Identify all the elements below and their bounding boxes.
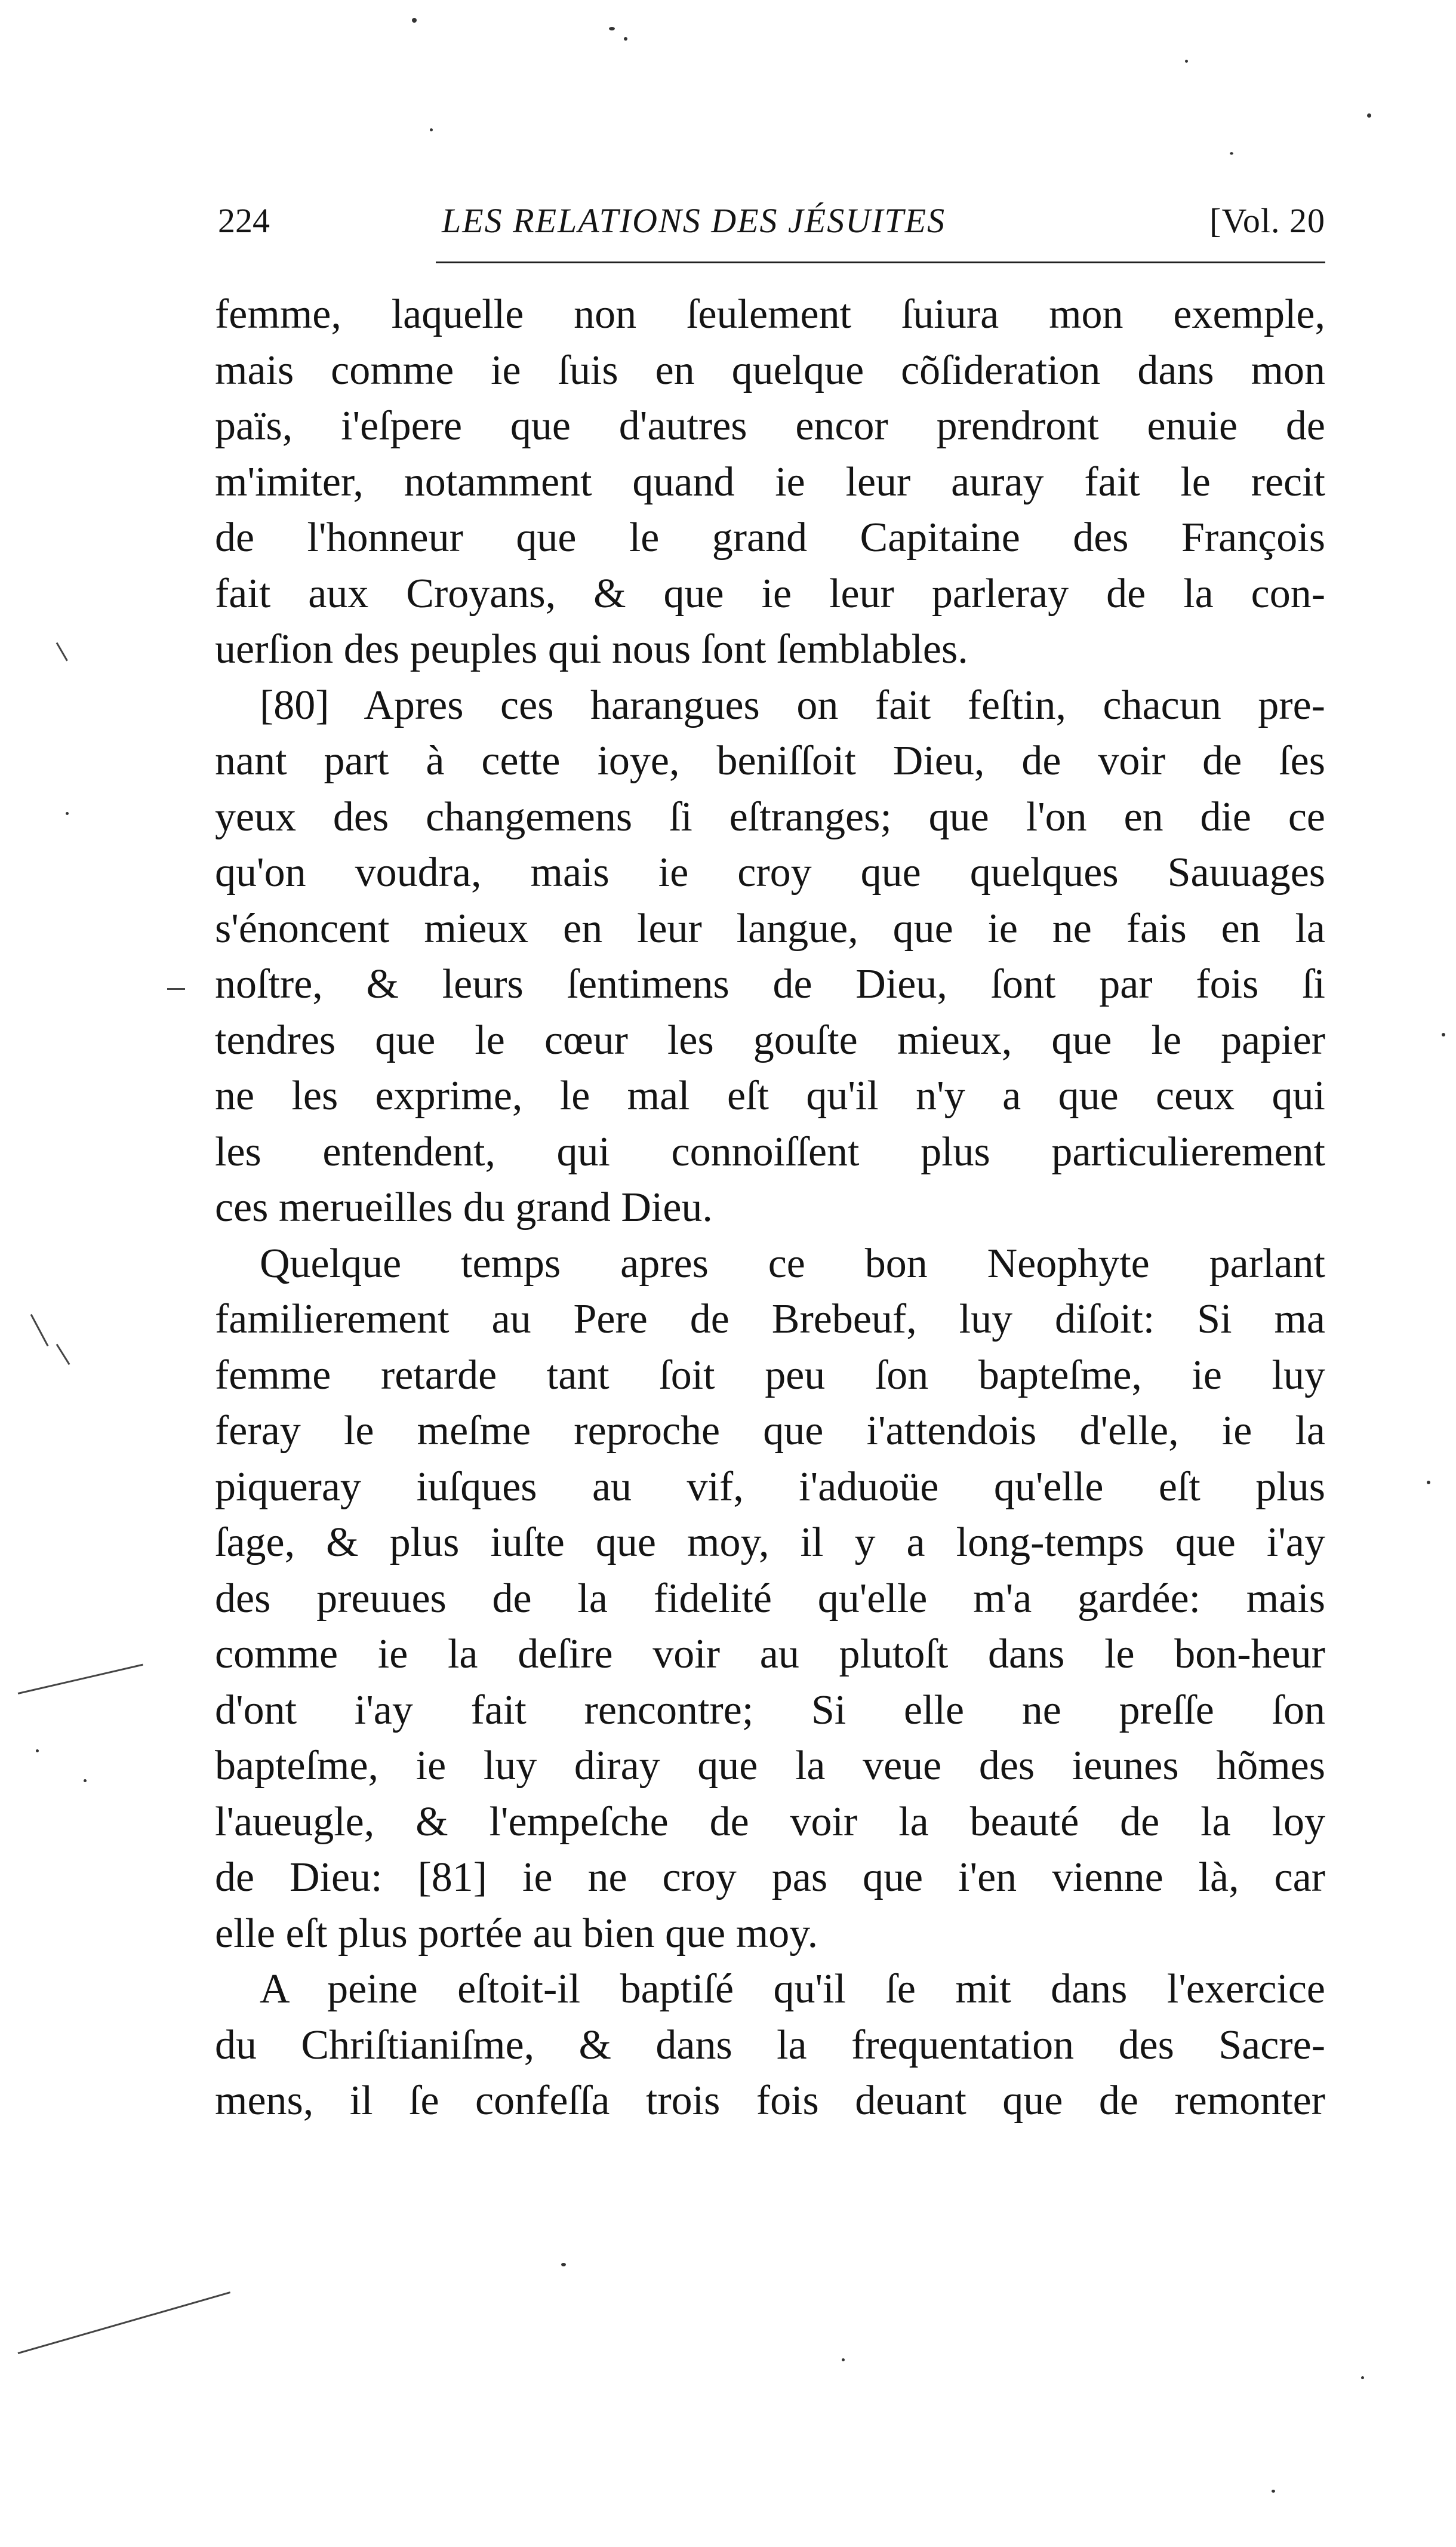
text-line: mens, il ſe confeſſa trois fois deuant que de remonter <box>215 2078 1325 2124</box>
text-line: [80] Apres ces harangues on fait feſtin, chacun pre- <box>260 682 1325 728</box>
scan-speck <box>66 812 69 815</box>
scan-speck <box>1230 152 1233 155</box>
scan-speck <box>1185 60 1188 63</box>
scan-speck <box>36 1749 39 1752</box>
paragraph <box>215 1961 1325 2129</box>
text-line: familierement au Pere de Brebeuf, luy diſoit: Si ma <box>215 1296 1325 1342</box>
paragraph <box>215 678 1325 1236</box>
scan-mark <box>56 1344 70 1365</box>
scan-speck <box>412 18 417 23</box>
text-line: A peine eſtoit-il baptiſé qu'il ſe mit dans l'exercice <box>260 1966 1325 2012</box>
text-line: les entendent, qui connoiſſent plus particulierement <box>215 1128 1325 1175</box>
scan-mark <box>56 642 68 662</box>
scan-speck <box>1272 2490 1275 2493</box>
text-line: nant part à cette ioye, beniſſoit Dieu, de voir de ſes <box>215 738 1325 784</box>
text-line: l'aueugle, & l'empeſche de voir la beauté de la loy <box>215 1798 1325 1845</box>
volume-reference: [Vol. 20 <box>1209 201 1325 240</box>
header-rule <box>436 262 1325 263</box>
scan-mark <box>167 988 185 990</box>
text-line: noſtre, & leurs ſentimens de Dieu, ſont par fois ſi <box>215 961 1325 1007</box>
scan-speck <box>1442 1033 1445 1036</box>
text-line: tendres que le cœur les gouſte mieux, que le papier <box>215 1017 1325 1063</box>
text-line: bapteſme, ie luy diray que la veue des ieunes hõmes <box>215 1743 1325 1789</box>
text-line: femme retarde tant ſoit peu ſon bapteſme, ie luy <box>215 1352 1325 1398</box>
text-line: uerſion des peuples qui nous ſont ſemblables. <box>215 626 968 672</box>
paragraph <box>215 287 1325 678</box>
text-line: piqueray iuſques au vif, i'aduoüe qu'elle eſt plus <box>215 1463 1325 1510</box>
text-line: mais comme ie ſuis en quelque cõſideration dans mon <box>215 347 1325 393</box>
scan-speck <box>624 37 627 41</box>
scan-mark <box>30 1314 49 1346</box>
scan-mark <box>18 2291 230 2354</box>
text-line: feray le meſme reproche que i'attendois d'elle, ie la <box>215 1408 1325 1454</box>
text-line: elle eſt plus portée au bien que moy. <box>215 1910 818 1957</box>
text-line: de l'honneur que le grand Capitaine des François <box>215 515 1325 561</box>
text-line: s'énoncent mieux en leur langue, que ie ne fais en la <box>215 905 1325 952</box>
scan-speck <box>430 128 433 131</box>
text-line: femme, laquelle non ſeulement ſuiura mon exemple, <box>215 291 1325 337</box>
scan-speck <box>1367 113 1371 118</box>
text-line: ſage, & plus iuſte que moy, il y a long-temps que i'ay <box>215 1519 1325 1565</box>
running-title: LES RELATIONS DES JÉSUITES <box>442 201 946 240</box>
text-line: de Dieu: [81] ie ne croy pas que i'en vienne là, car <box>215 1854 1325 1900</box>
scan-speck <box>1427 1481 1430 1484</box>
text-line: m'imiter, notamment quand ie leur auray fait le recit <box>215 459 1325 505</box>
scan-speck <box>84 1779 87 1782</box>
paragraph <box>215 1236 1325 1962</box>
text-line: ne les exprime, le mal eſt qu'il n'y a que ceux qui <box>215 1073 1325 1119</box>
text-line: qu'on voudra, mais ie croy que quelques Sauuages <box>215 850 1325 896</box>
text-line: païs, i'eſpere que d'autres encor prendront enuie de <box>215 403 1325 449</box>
scan-speck <box>609 27 615 30</box>
scan-speck <box>842 2358 845 2361</box>
text-line: des preuues de la fidelité qu'elle m'a gardée: mais <box>215 1575 1325 1622</box>
text-line: d'ont i'ay fait rencontre; Si elle ne preſſe ſon <box>215 1687 1325 1733</box>
page-number: 224 <box>218 201 270 240</box>
text-line: ces merueilles du grand Dieu. <box>215 1185 713 1231</box>
scan-speck <box>561 2263 566 2266</box>
text-line: yeux des changemens ſi eſtranges; que l'on en die ce <box>215 793 1325 840</box>
scan-speck <box>1361 2376 1364 2379</box>
text-line: Quelque temps apres ce bon Neophyte parlant <box>260 1240 1325 1287</box>
text-line: fait aux Croyans, & que ie leur parleray de la con- <box>215 570 1325 617</box>
text-line: du Chriſtianiſme, & dans la frequentation des Sacre- <box>215 2022 1325 2068</box>
body-text <box>215 287 1325 2129</box>
scan-mark <box>18 1664 143 1694</box>
text-line: comme ie la deſire voir au plutoſt dans le bon-heur <box>215 1631 1325 1677</box>
running-head <box>218 197 1325 245</box>
